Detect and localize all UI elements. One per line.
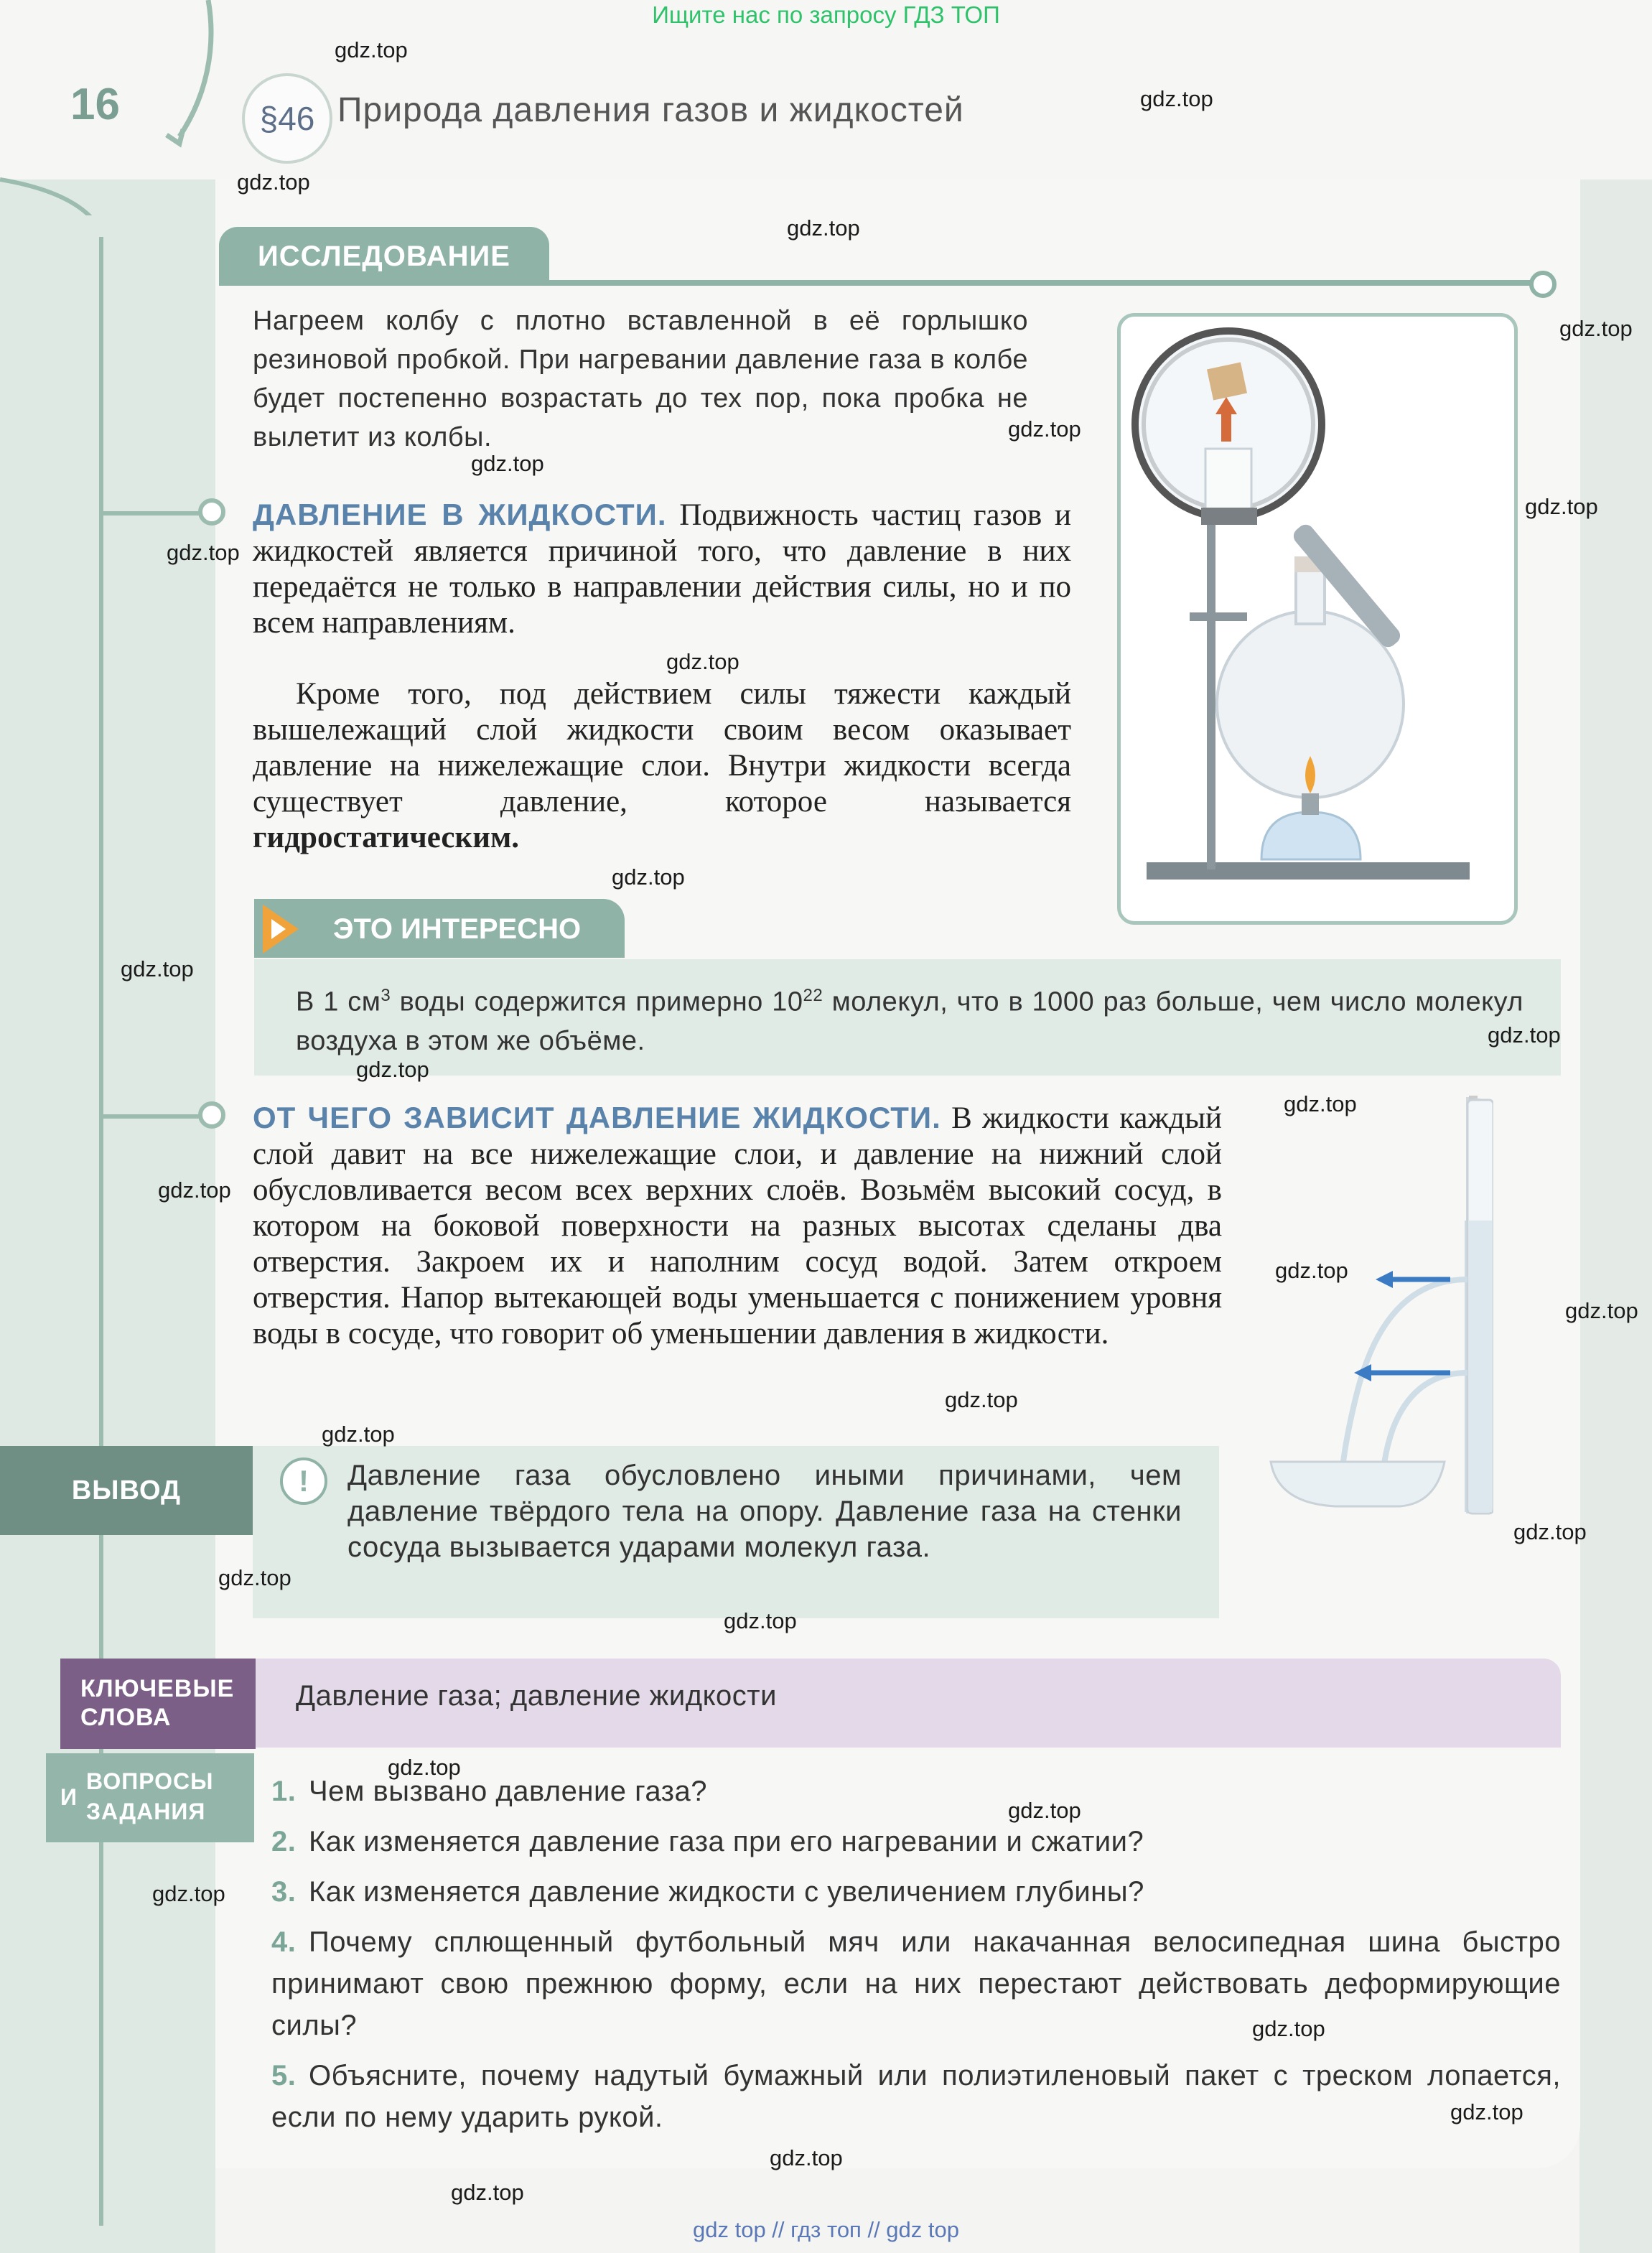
section-title: Природа давления газов и жидкостей <box>337 91 964 129</box>
watermark: gdz.top <box>158 1177 231 1203</box>
watermark: gdz.top <box>1008 1798 1081 1823</box>
top-banner[interactable]: Ищите нас по запросу ГДЗ ТОП <box>652 1 1000 28</box>
question-item <box>271 2055 1561 2138</box>
keywords-text: Давление газа; давление жидкости <box>296 1680 777 1712</box>
liquid-pressure-p2 <box>253 676 1071 856</box>
question-number: 5. <box>271 2060 297 2091</box>
watermark: gdz.top <box>787 215 860 241</box>
liquid-pressure-text1: Подвижность частиц газов и жидкостей является причиной того, что давление в них передаётся не только в направлении действия силы, но и по всем направлениям. <box>253 498 1072 640</box>
watermark: gdz.top <box>121 956 194 981</box>
questions-tab <box>46 1753 254 1842</box>
liquid-pressure-p1 <box>253 497 1071 641</box>
watermark: gdz.top <box>1525 494 1598 519</box>
questions-tab-prefix: И <box>60 1784 78 1810</box>
question-text: Объясните, почему надутый бумажный или полиэтиленовый пакет с треском лопается, если по нему ударить рукой. <box>271 2060 1561 2133</box>
question-item <box>271 1771 1561 1812</box>
section-badge: §46 <box>242 73 332 164</box>
keywords-tab-line: КЛЮЧЕВЫЕ <box>80 1675 235 1702</box>
interesting-text-part: В 1 см <box>296 986 381 1017</box>
hydrostatic-term: гидростатическим. <box>253 821 520 854</box>
watermark: gdz.top <box>1565 1298 1638 1323</box>
watermark: gdz.top <box>724 1608 797 1633</box>
watermark: gdz.top <box>356 1057 429 1082</box>
watermark: gdz.top <box>451 2180 524 2205</box>
watermark: gdz.top <box>388 1755 461 1780</box>
question-item <box>271 1921 1561 2046</box>
question-item <box>271 1821 1561 1862</box>
conclusion-tab: ВЫВОД <box>0 1446 253 1535</box>
question-number: 1. <box>271 1776 297 1807</box>
watermark: gdz.top <box>612 864 685 890</box>
watermark: gdz.top <box>1140 86 1213 111</box>
watermark: gdz.top <box>1275 1258 1348 1283</box>
research-text: Нагреем колбу с плотно вставленной в её горлышко резиновой пробкой. При нагревании давление газа в колбе будет постепенно возрастать до тех пор, пока пробка не вылетит из колбы. <box>253 306 1028 452</box>
interesting-tab <box>254 899 625 958</box>
watermark: gdz.top <box>471 451 544 476</box>
keywords-tab-line: СЛОВА <box>80 1704 172 1731</box>
research-tab: ИССЛЕДОВАНИЕ <box>219 227 549 283</box>
timeline-node <box>198 498 225 526</box>
right-margin-band <box>1579 179 1652 2253</box>
question-number: 2. <box>271 1826 297 1857</box>
watermark: gdz.top <box>1488 1022 1561 1048</box>
watermark: gdz.top <box>237 169 310 195</box>
depends-text: В жидкости каждый слой давит на все нижележащие слои, и давление на нижний слой обусловливается весом всех верхних слоёв. Возьмём высокий сосуд, в котором на боковой поверхности на разных высотах сделаны два отверстия. Закроем их и наполним сосуд водой. Затем откроем отверстия. Напор вытекающей воды уменьшается с понижением уровня воды в сосуде, что говорит об уменьшении давления в жидкости. <box>253 1101 1223 1351</box>
questions-tab-line: ЗАДАНИЯ <box>86 1799 206 1824</box>
questions-tab-line: ВОПРОСЫ <box>86 1768 214 1794</box>
flask-experiment-image <box>1121 317 1514 921</box>
watermark: gdz.top <box>1450 2099 1523 2124</box>
interesting-superscript: 22 <box>803 986 823 1005</box>
interesting-tab-label: ЭТО ИНТЕРЕСНО <box>333 913 582 945</box>
flask-illustration <box>1117 313 1518 925</box>
question-text: Как изменяется давление жидкости с увеличением глубины? <box>309 1876 1144 1908</box>
watermark: gdz.top <box>666 649 739 674</box>
vessel-illustration <box>1256 1091 1493 1522</box>
watermark: gdz.top <box>218 1565 291 1590</box>
timeline-vertical-line <box>99 237 103 2226</box>
question-number: 4. <box>271 1926 297 1958</box>
page-number: 16 <box>70 80 120 129</box>
exclamation-icon: ! <box>280 1457 327 1505</box>
timeline-node <box>198 1101 225 1129</box>
depends-heading: ОТ ЧЕГО ЗАВИСИТ ДАВЛЕНИЕ ЖИДКОСТИ. <box>253 1101 941 1134</box>
keywords-tab <box>60 1659 256 1749</box>
interesting-text-part: молекул, что в 1000 раз больше, чем число молекул воздуха в этом же объёме. <box>296 986 1523 1056</box>
watermark: gdz.top <box>167 540 240 565</box>
play-icon <box>254 899 304 959</box>
watermark: gdz.top <box>1559 316 1633 341</box>
conclusion-text: Давление газа обусловлено иными причинами, чем давление твёрдого тела на опору. Давление газа на стенки сосуда вызывается ударами молекул газа. <box>347 1460 1182 1563</box>
watermark: gdz.top <box>1008 416 1081 442</box>
watermark: gdz.top <box>152 1881 225 1906</box>
liquid-pressure-text2: Кроме того, под действием силы тяжести каждый вышележащий слой жидкости своим весом оказывает давление на нижележащие слои. Внутри жидкости всегда существует давление, которое называется <box>253 677 1071 818</box>
question-text: Чем вызвано давление газа? <box>309 1776 707 1807</box>
interesting-text-part: воды содержится примерно 10 <box>391 986 803 1017</box>
left-margin-band <box>0 179 215 2253</box>
watermark: gdz.top <box>945 1387 1018 1412</box>
interesting-text <box>296 976 1523 1060</box>
watermark: gdz.top <box>1284 1091 1357 1116</box>
question-text: Почему сплющенный футбольный мяч или накачанная велосипедная шина быстро принимают свою прежнюю форму, если на них перестают действовать деформирующие силы? <box>271 1926 1561 2041</box>
watermark: gdz.top <box>1252 2016 1325 2041</box>
watermark: gdz.top <box>770 2145 843 2170</box>
question-text: Как изменяется давление газа при его нагревании и сжатии? <box>309 1826 1144 1857</box>
question-item <box>271 1871 1561 1913</box>
watermark: gdz.top <box>335 37 408 62</box>
research-line-node <box>1529 271 1557 298</box>
liquid-pressure-heading: ДАВЛЕНИЕ В ЖИДКОСТИ. <box>253 498 667 531</box>
research-divider <box>219 280 1540 286</box>
depends-paragraph <box>253 1100 1222 1352</box>
watermark: gdz.top <box>322 1422 395 1447</box>
question-number: 3. <box>271 1876 297 1908</box>
footer-links[interactable]: gdz top // гдз топ // gdz top <box>693 2217 959 2242</box>
watermark: gdz.top <box>1513 1519 1587 1544</box>
interesting-superscript: 3 <box>381 986 391 1005</box>
